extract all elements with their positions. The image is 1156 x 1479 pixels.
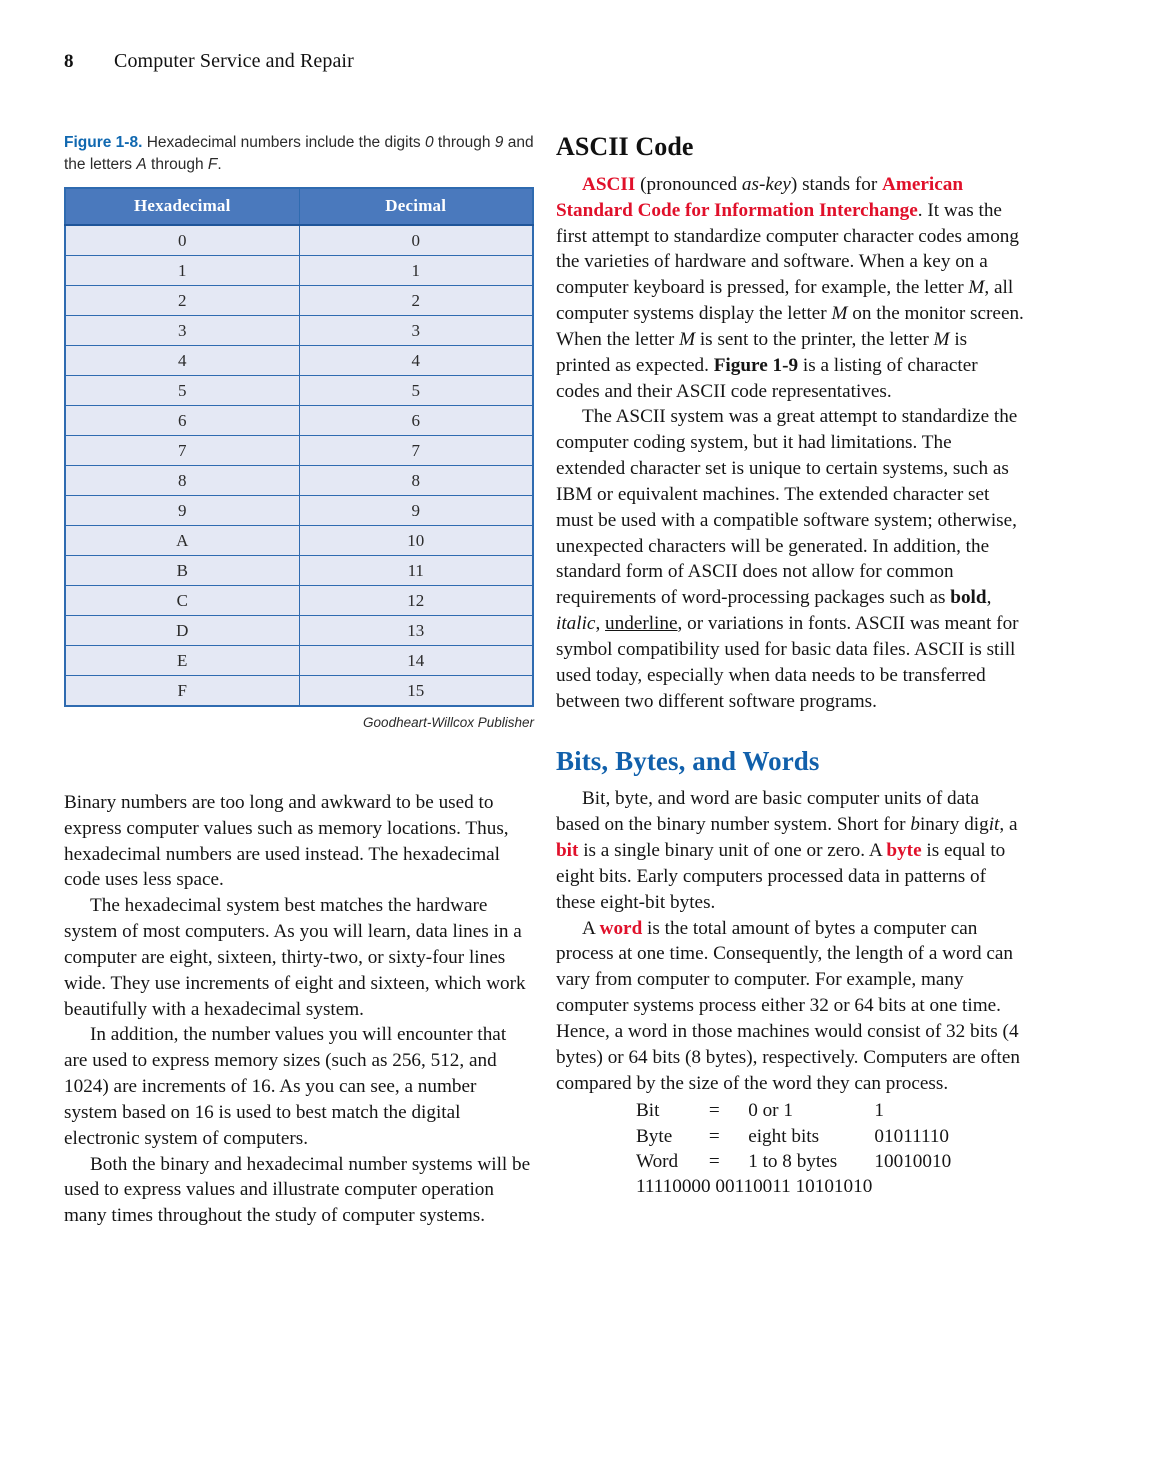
section-heading-ascii-code: ASCII Code	[556, 132, 694, 161]
ascii-p2-text-a: The ASCII system was a great attempt to standardize the computer coding system, but it had limitations. The extended character set is unique to certain systems, such as IBM or equivalent machines. The extended character set must be used with a compatible software system; otherwise, unexpected characters will be generated. In addition, the standard form of ASCII does not allow for common requirements of word-processing packages such as	[556, 406, 1018, 609]
definition-binary: 01011110	[874, 1125, 950, 1147]
paragraph-hex-best-matches: The hexadecimal system best matches the hardware system of most computers. As you will learn, data lines in a computer are eight, sixteen, thirty-two, or sixty-four lines wide. They use increments of eight and sixteen, which work beautifully with a hexadecimal system.	[64, 895, 526, 1020]
definition-row	[636, 1149, 1024, 1174]
ascii-p2-text-b: ,	[986, 587, 992, 609]
bits-p1-text-b: inary dig	[919, 814, 989, 836]
ascii-p2-text-c: ,	[595, 613, 606, 635]
letter-m-4: M	[933, 328, 950, 350]
cell-hexadecimal: 2	[65, 286, 299, 316]
table-row	[65, 496, 533, 526]
ascii-text-j: is printed as expected.	[556, 328, 968, 376]
definition-value: 0 or 1	[748, 1100, 793, 1122]
definition-overflow-row	[636, 1174, 1024, 1199]
book-title: Computer Service and Repair	[114, 50, 354, 72]
ascii-text-h: on the monitor screen. When the letter	[556, 303, 1024, 350]
definition-binary: 1	[874, 1100, 884, 1122]
table-body	[65, 225, 533, 706]
ascii-text-f: . It was the first attempt to standardize computer character codes among the varieties of hardware and software. When a key on a computer keyboard is pressed, for example, the letter	[556, 199, 1019, 299]
paragraph-word-definition	[556, 916, 1024, 1097]
bits-p2-text-b: is the total amount of bytes a computer can process at one time. Consequently, the length of a word can vary from computer to computer. For example, many computer systems process either 32 or 64 bits at one time. Hence, a word in those machines would consist of 32 bits (4 bytes) or 64 bits (8 bytes), respectively. Computers are often compared by the size of the word they can process.	[556, 917, 1020, 1094]
definition-binary: 10010010	[874, 1151, 952, 1173]
table-row	[65, 346, 533, 376]
ascii-text-d: ) stands for	[790, 174, 883, 195]
running-head	[64, 50, 354, 73]
right-column	[556, 132, 1024, 1200]
bits-p1-text-e: is equal to eight bits. Early computers processed data in patterns of these eight-bit bytes.	[556, 840, 1006, 913]
left-column	[64, 132, 534, 1229]
bits-p2-text-a: A	[582, 917, 600, 939]
page-number: 8	[64, 51, 74, 72]
bits-p1-text-c: , a	[999, 814, 1018, 836]
figure-caption-text-2: through	[433, 134, 495, 151]
term-byte: byte	[886, 840, 922, 862]
ascii-text-i: is sent to the printer, the letter	[695, 328, 934, 350]
section-heading-bits-bytes-words: Bits, Bytes, and Words	[556, 746, 820, 777]
column-header-decimal: Decimal	[299, 188, 533, 225]
paragraph-memory-sizes: In addition, the number values you will encounter that are used to express memory sizes (such as 256, 512, and 1024) are increments of 16. As you can see, a number system based on 16 is used to best match the digital electronic system of computers.	[64, 1024, 507, 1149]
cell-decimal: 12	[299, 586, 533, 616]
figure-caption-italic-9: 9	[494, 134, 504, 151]
digit-it-italic: it	[988, 814, 1000, 836]
cell-hexadecimal: 4	[65, 346, 299, 376]
definition-row	[636, 1098, 1024, 1123]
cell-decimal: 0	[299, 225, 533, 256]
paragraph-ascii-definition	[556, 172, 1024, 404]
figure-credit: Goodheart-Willcox Publisher	[363, 715, 534, 730]
table-row	[65, 436, 533, 466]
table-row	[65, 256, 533, 286]
cell-hexadecimal: D	[65, 616, 299, 646]
hexadecimal-decimal-table	[64, 187, 534, 707]
cell-hexadecimal: A	[65, 526, 299, 556]
cell-hexadecimal: 0	[65, 225, 299, 256]
table-row	[65, 286, 533, 316]
paragraph-both-systems: Both the binary and hexadecimal number systems will be used to express values and illustrate computer operation many times throughout the study of computer systems.	[64, 1153, 531, 1227]
definition-list	[556, 1098, 1024, 1199]
letter-m-1: M	[968, 277, 985, 299]
definition-equals: =	[708, 1125, 720, 1147]
definition-overflow-binary: 11110000 00110011 10101010	[636, 1176, 873, 1198]
ascii-text-g: , all computer systems display the letter	[556, 277, 1014, 325]
table-row	[65, 466, 533, 496]
letter-m-3: M	[679, 328, 696, 350]
cell-hexadecimal: 1	[65, 256, 299, 286]
definition-term: Word	[636, 1151, 679, 1173]
cell-decimal: 15	[299, 676, 533, 707]
paragraph-ascii-limitations	[556, 404, 1024, 714]
example-bold: bold	[950, 587, 987, 609]
table-row	[65, 526, 533, 556]
cell-hexadecimal: 3	[65, 316, 299, 346]
table-row	[65, 676, 533, 707]
figure-caption-italic-0: 0	[424, 134, 434, 151]
pronunciation-as-key: as-key	[741, 174, 791, 195]
term-american-standard-code: American Standard Code for Information Interchange	[556, 174, 964, 221]
cell-hexadecimal: 5	[65, 376, 299, 406]
cell-hexadecimal: B	[65, 556, 299, 586]
cell-decimal: 7	[299, 436, 533, 466]
cross-reference-figure-1-9: Figure 1-9	[713, 354, 799, 376]
cell-decimal: 4	[299, 346, 533, 376]
figure-number-label: Figure 1-8.	[64, 134, 143, 151]
cell-decimal: 5	[299, 376, 533, 406]
ascii-text-k: is a listing of character codes and their ASCII code representatives.	[556, 354, 978, 402]
bits-p1-text-d: is a single binary unit of one or zero. A	[578, 840, 887, 862]
definition-value: eight bits	[748, 1125, 820, 1147]
cell-hexadecimal: 7	[65, 436, 299, 466]
paragraph-bit-byte-definition	[556, 786, 1024, 915]
figure-caption-text-4: through	[146, 156, 208, 173]
term-word: word	[599, 917, 643, 939]
cell-decimal: 8	[299, 466, 533, 496]
table-row	[65, 586, 533, 616]
cell-hexadecimal: E	[65, 646, 299, 676]
cell-decimal: 10	[299, 526, 533, 556]
paragraph-binary-too-long: Binary numbers are too long and awkward to be used to express computer values such as memory locations. Thus, hexadecimal numbers are used instead. The hexadecimal code uses less space.	[64, 792, 509, 891]
bits-p1-text-a: Bit, byte, and word are basic computer units of data based on the binary number system. Short for	[556, 788, 979, 836]
figure-caption-text-1: Hexadecimal numbers include the digits	[142, 134, 425, 151]
definition-row	[636, 1124, 1024, 1149]
cell-hexadecimal: C	[65, 586, 299, 616]
letter-m-2: M	[831, 303, 848, 325]
definition-term: Bit	[636, 1100, 660, 1122]
column-header-hexadecimal: Hexadecimal	[65, 188, 299, 225]
figure-caption-italic-f: F	[207, 156, 218, 173]
ascii-p2-text-d: , or variations in fonts. ASCII was meant for symbol compatibility used for basic data files. ASCII is still used today, especially when data needs to be transferred between two different software programs.	[556, 613, 1019, 712]
figure-caption-text-5: .	[217, 156, 222, 173]
cell-decimal: 11	[299, 556, 533, 586]
table-row	[65, 316, 533, 346]
table-row	[65, 556, 533, 586]
table-row	[65, 616, 533, 646]
cell-decimal: 2	[299, 286, 533, 316]
cell-decimal: 6	[299, 406, 533, 436]
cell-decimal: 3	[299, 316, 533, 346]
cell-hexadecimal: 8	[65, 466, 299, 496]
binary-b-italic: b	[910, 814, 920, 836]
figure-caption	[64, 132, 534, 176]
table-row	[65, 646, 533, 676]
cell-decimal: 13	[299, 616, 533, 646]
table-row	[65, 225, 533, 256]
definition-equals: =	[708, 1151, 720, 1173]
definition-equals: =	[708, 1100, 720, 1122]
ascii-text-b: (pronounced	[635, 174, 742, 195]
cell-hexadecimal: 9	[65, 496, 299, 526]
cell-decimal: 14	[299, 646, 533, 676]
table-row	[65, 376, 533, 406]
definition-term: Byte	[636, 1125, 673, 1147]
table-row	[65, 406, 533, 436]
figure-caption-text-3: and the letters	[64, 134, 534, 173]
term-bit: bit	[556, 840, 579, 862]
cell-hexadecimal: 6	[65, 406, 299, 436]
table-header-row	[65, 188, 533, 225]
example-underline: underline	[605, 613, 678, 635]
cell-decimal: 9	[299, 496, 533, 526]
cell-decimal: 1	[299, 256, 533, 286]
example-italic: italic	[556, 613, 596, 635]
figure-caption-italic-a: A	[136, 156, 147, 173]
cell-hexadecimal: F	[65, 676, 299, 707]
definition-value: 1 to 8 bytes	[748, 1151, 838, 1173]
term-ascii: ASCII	[582, 174, 636, 195]
left-column-body	[64, 790, 534, 1229]
